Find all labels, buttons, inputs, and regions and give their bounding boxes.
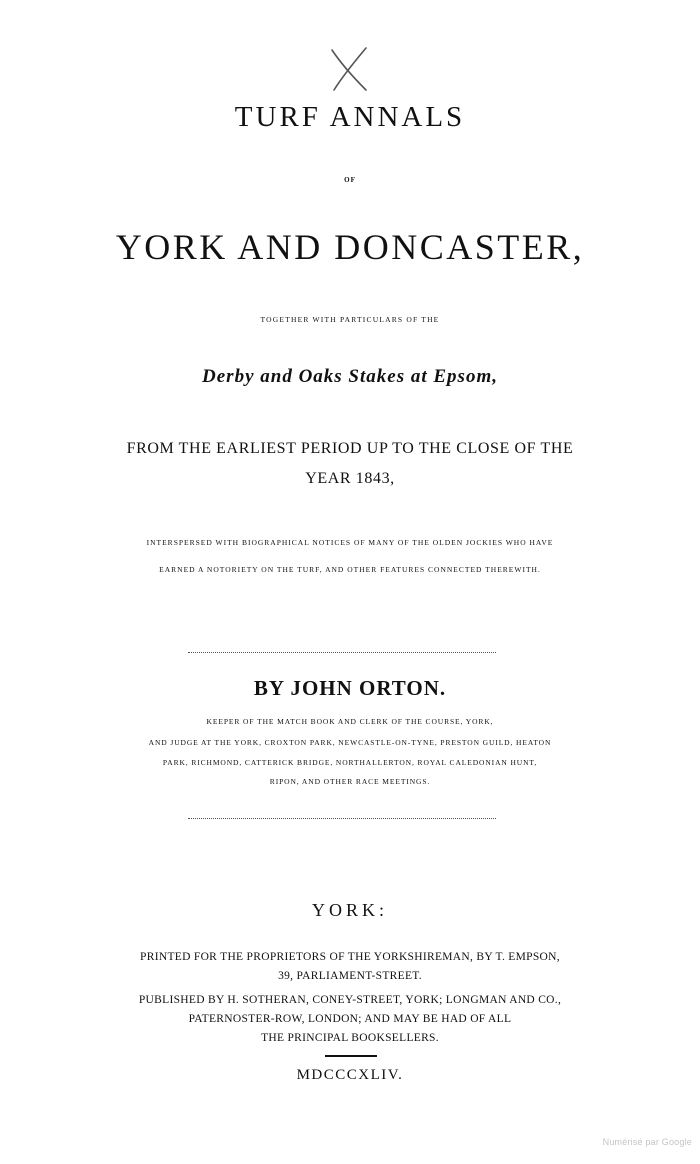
period-line-1: FROM THE EARLIEST PERIOD UP TO THE CLOSE OF THE	[126, 440, 574, 457]
short-rule	[325, 1055, 377, 1057]
subtitle-derby-oaks: Derby and Oaks Stakes at Epsom,	[202, 366, 498, 387]
imprint-line: PRINTED FOR THE PROPRIETORS OF THE YORKSHIREMAN, BY T. EMPSON,	[140, 951, 560, 963]
place-of-publication: YORK:	[311, 900, 388, 920]
subtitle-together: TOGETHER WITH PARTICULARS OF THE	[260, 315, 440, 324]
title-line-1: TURF ANNALS	[234, 101, 466, 133]
ornamental-divider	[188, 818, 496, 819]
author-role-line: RIPON, AND OTHER RACE MEETINGS.	[269, 777, 431, 786]
interspersed-line-1: INTERSPERSED WITH BIOGRAPHICAL NOTICES OF MANY OF THE OLDEN JOCKIES WHO HAVE	[146, 538, 554, 547]
publication-year: MDCCCXLIV.	[296, 1067, 404, 1083]
handwritten-x-mark	[326, 44, 372, 94]
author-line: BY JOHN ORTON.	[253, 676, 447, 700]
title-line-2: YORK AND DONCASTER,	[115, 227, 585, 267]
period-line-2: YEAR 1843,	[305, 470, 395, 487]
ornamental-divider	[188, 652, 496, 653]
author-role-line: KEEPER OF THE MATCH BOOK AND CLERK OF THE COURSE, YORK,	[206, 717, 494, 726]
interspersed-line-2: EARNED A NOTORIETY ON THE TURF, AND OTHER FEATURES CONNECTED THEREWITH.	[159, 565, 541, 574]
imprint-line: THE PRINCIPAL BOOKSELLERS.	[261, 1032, 439, 1044]
author-role-line: PARK, RICHMOND, CATTERICK BRIDGE, NORTHALLERTON, ROYAL CALEDONIAN HUNT,	[162, 758, 538, 767]
imprint-line: 39, PARLIAMENT-STREET.	[278, 970, 422, 982]
author-role-line: AND JUDGE AT THE YORK, CROXTON PARK, NEWCASTLE-ON-TYNE, PRESTON GUILD, HEATON	[148, 738, 552, 747]
title-of: OF	[344, 176, 356, 184]
imprint-line: PUBLISHED BY H. SOTHERAN, CONEY-STREET, YORK; LONGMAN AND CO.,	[138, 994, 562, 1006]
digitizer-credit: Numérisé par Google	[602, 1137, 692, 1147]
imprint-line: PATERNOSTER-ROW, LONDON; AND MAY BE HAD OF ALL	[188, 1013, 512, 1025]
